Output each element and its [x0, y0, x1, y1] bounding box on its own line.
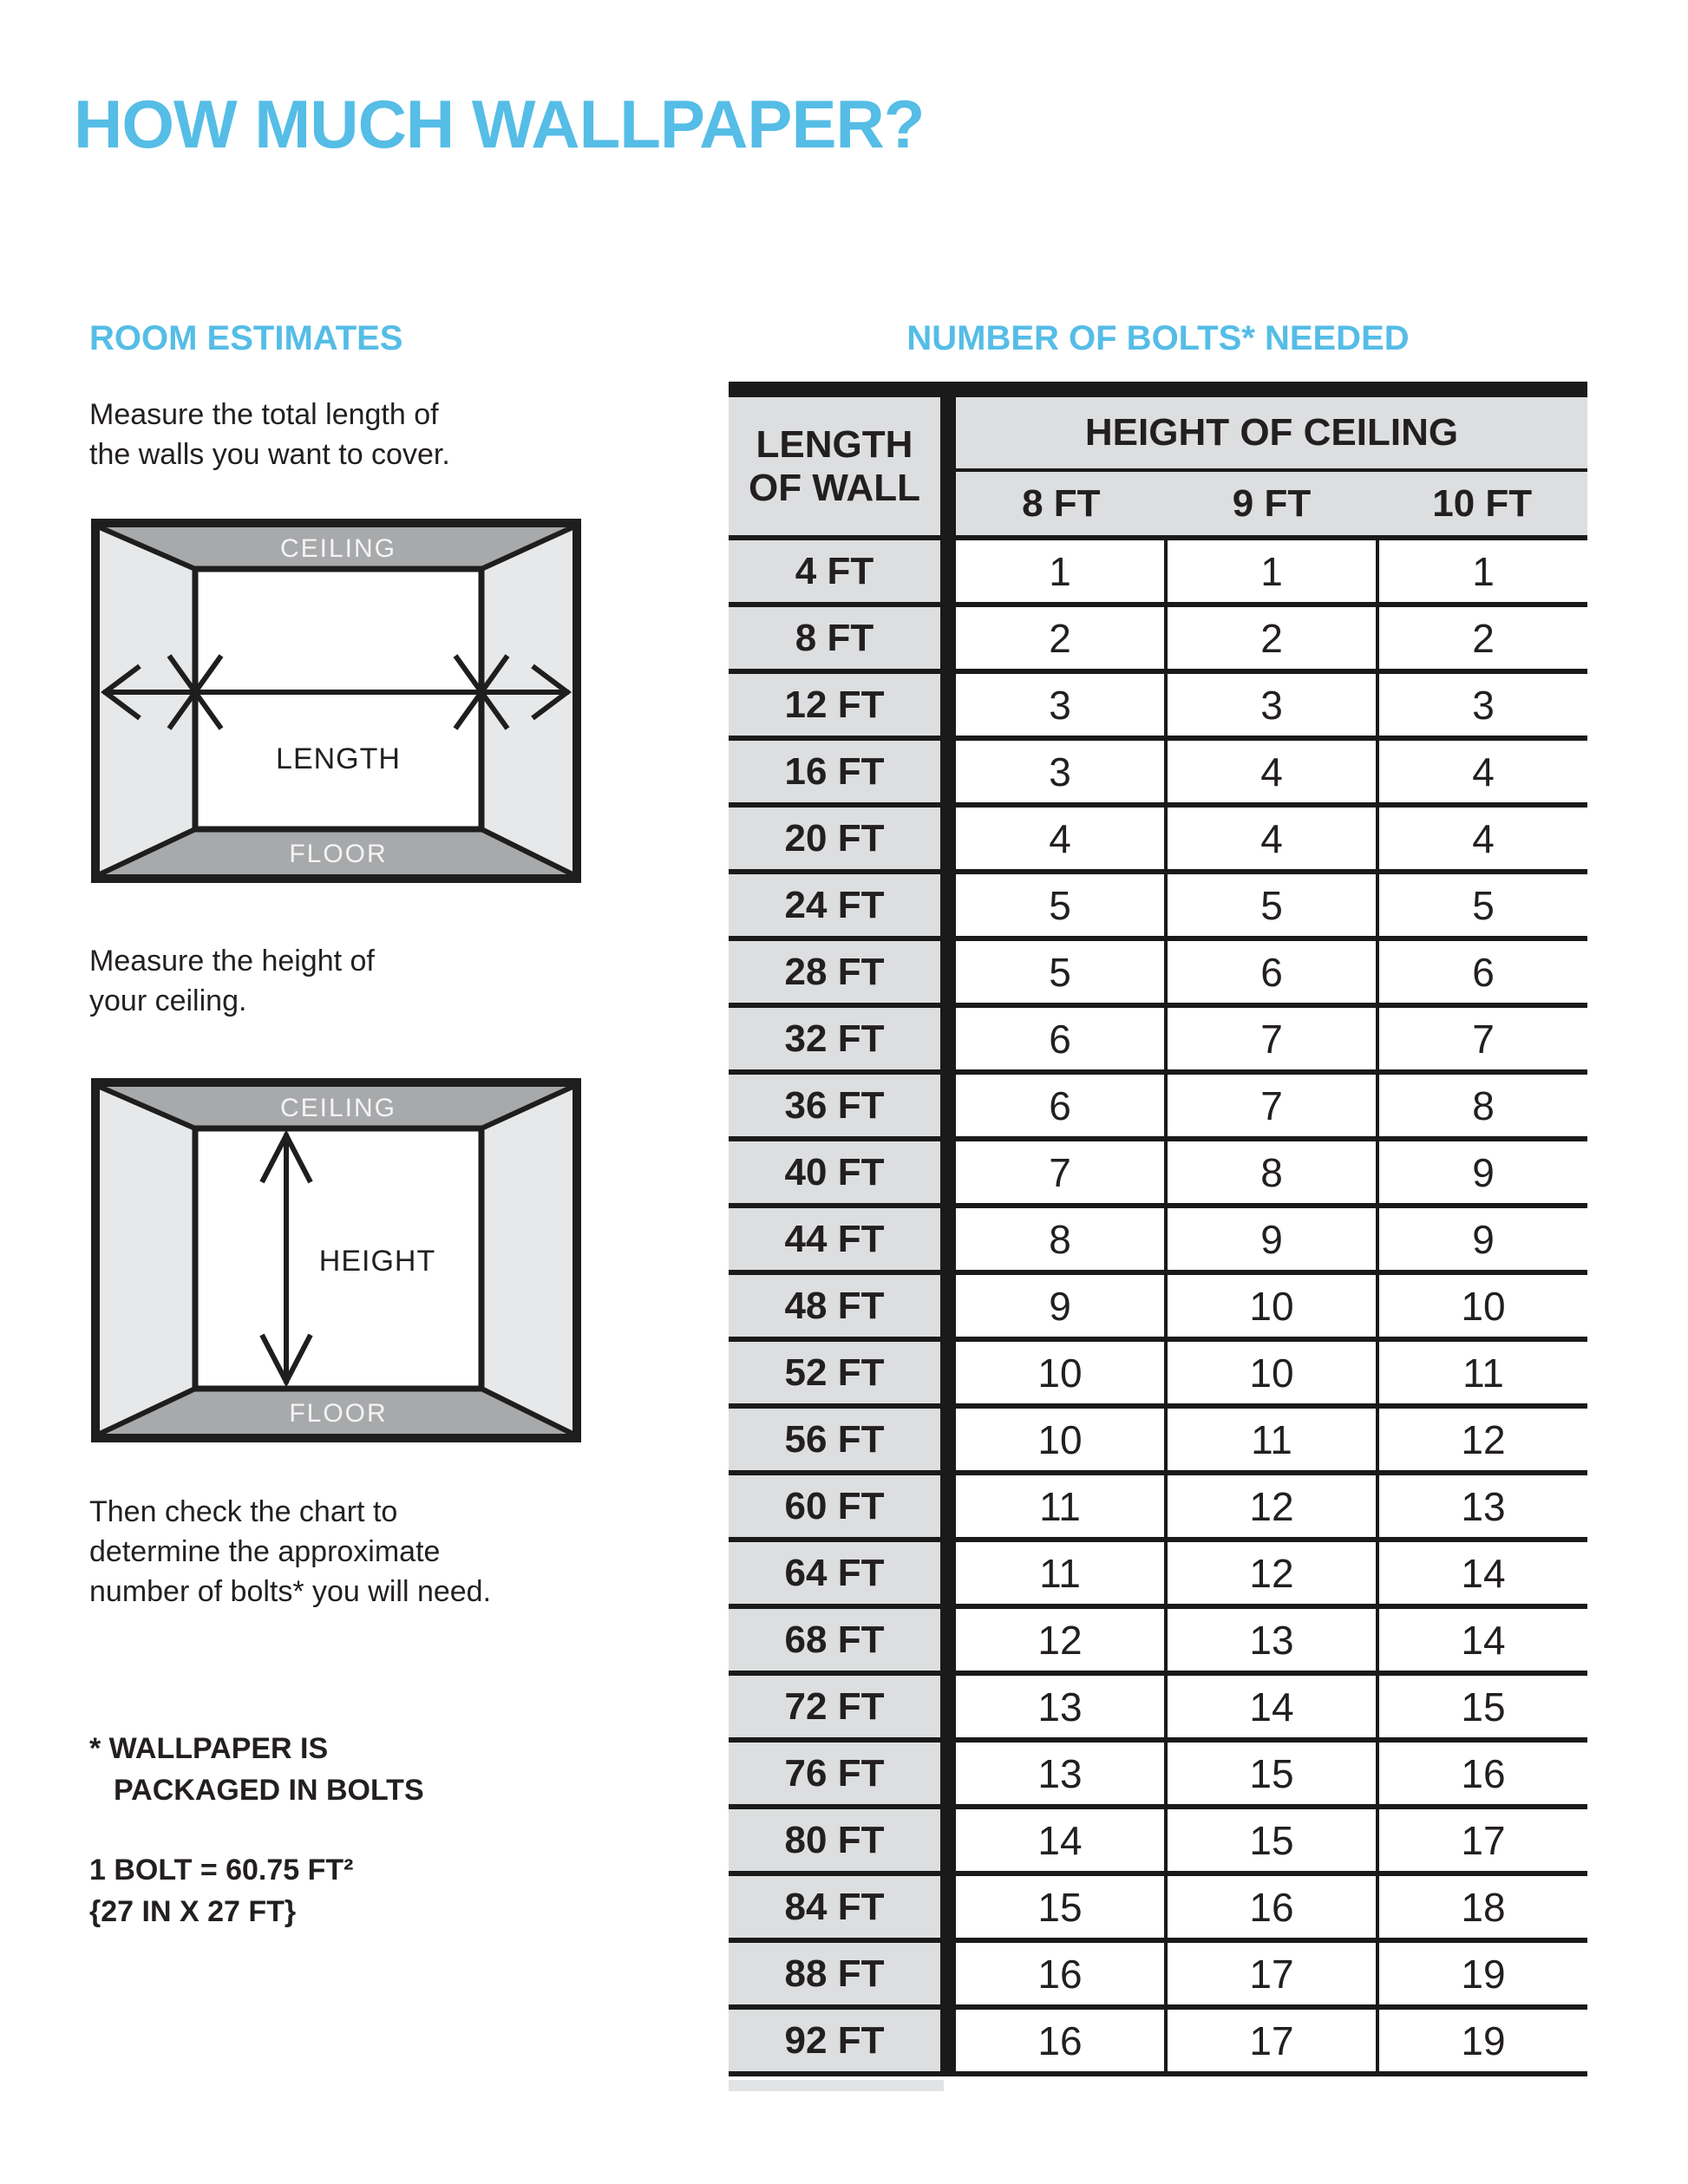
bolt-count-cell: 1 [1164, 540, 1376, 602]
bolt-count-cell: 6 [956, 1075, 1164, 1136]
table-row [729, 2010, 1587, 2076]
bolt-count-cell: 16 [1376, 1743, 1587, 1804]
bolt-count-cell: 5 [1376, 874, 1587, 936]
table-row [729, 1542, 1587, 1609]
bolt-count-cell: 7 [1164, 1008, 1376, 1069]
bolt-count-cell: 10 [1376, 1275, 1587, 1337]
wall-length-row-header: 32 FT [729, 1008, 940, 1069]
bolt-count-cell: 3 [956, 674, 1164, 736]
table-row [729, 1008, 1587, 1075]
instruction-step-3 [89, 1492, 491, 1612]
bolt-count-cell: 5 [956, 941, 1164, 1003]
bolt-count-cell: 3 [1164, 674, 1376, 736]
bolt-count-cell: 19 [1376, 2010, 1587, 2071]
instruction-line: Measure the total length of [89, 398, 439, 431]
bolt-count-cell: 6 [1376, 941, 1587, 1003]
bolt-count-cell: 1 [956, 540, 1164, 602]
corner-header-length-of-wall [729, 397, 940, 535]
wall-length-row-header: 20 FT [729, 808, 940, 869]
bolt-count-cell: 11 [1376, 1342, 1587, 1403]
bolt-count-cell: 17 [1376, 1809, 1587, 1871]
table-body [729, 540, 1587, 2076]
ceiling-height-columns [956, 472, 1587, 535]
height-of-ceiling-header: HEIGHT OF CEILING [956, 397, 1587, 472]
wall-length-row-header: 80 FT [729, 1809, 940, 1871]
bolt-count-cell: 11 [956, 1475, 1164, 1537]
table-row [729, 874, 1587, 941]
room-length-diagram [91, 519, 581, 883]
table-bottom-shadow [729, 2080, 944, 2091]
bolt-count-cell: 16 [1164, 1876, 1376, 1938]
bolt-count-cell: 16 [956, 1943, 1164, 2004]
bolt-count-cell: 7 [1376, 1008, 1587, 1069]
bolt-count-cell: 19 [1376, 1943, 1587, 2004]
bolt-count-cell: 3 [1376, 674, 1587, 736]
bolt-count-cell: 15 [1376, 1676, 1587, 1737]
bolt-count-cell: 14 [1164, 1676, 1376, 1737]
column-divider [940, 1475, 956, 1537]
column-divider [940, 2010, 956, 2071]
column-divider [940, 1008, 956, 1069]
wall-length-row-header: 60 FT [729, 1475, 940, 1537]
table-row [729, 1809, 1587, 1876]
bolt-count-cell: 13 [956, 1676, 1164, 1737]
bolt-count-cell: 17 [1164, 1943, 1376, 2004]
bolt-count-cell: 5 [956, 874, 1164, 936]
bolt-count-cell: 7 [1164, 1075, 1376, 1136]
bolt-count-cell: 16 [956, 2010, 1164, 2071]
table-row [729, 1876, 1587, 1943]
room-height-diagram [91, 1078, 581, 1442]
column-divider [940, 941, 956, 1003]
wall-length-row-header: 16 FT [729, 741, 940, 802]
bolt-count-cell: 2 [1376, 607, 1587, 669]
bolt-count-cell: 10 [956, 1342, 1164, 1403]
column-divider [940, 741, 956, 802]
table-top-bar [729, 382, 1587, 397]
instruction-line: your ceiling. [89, 984, 247, 1017]
wall-length-row-header: 84 FT [729, 1876, 940, 1938]
table-header [729, 397, 1587, 540]
wall-length-row-header: 4 FT [729, 540, 940, 602]
wall-length-row-header: 12 FT [729, 674, 940, 736]
page-title: HOW MUCH WALLPAPER? [74, 86, 925, 162]
column-header-10ft: 10 FT [1432, 481, 1533, 525]
column-divider [940, 1876, 956, 1938]
table-row [729, 1475, 1587, 1542]
bolt-count-cell: 5 [1164, 874, 1376, 936]
bolt-count-cell: 14 [1376, 1542, 1587, 1604]
instruction-line: Measure the height of [89, 945, 375, 978]
room-estimates-heading: ROOM ESTIMATES [89, 319, 403, 357]
instruction-line: number of bolts* you will need. [89, 1575, 492, 1608]
table-row [729, 1141, 1587, 1208]
wall-length-row-header: 40 FT [729, 1141, 940, 1203]
bolt-count-cell: 8 [1376, 1075, 1587, 1136]
bolt-count-cell: 1 [1376, 540, 1587, 602]
bolt-count-cell: 12 [1376, 1409, 1587, 1470]
column-divider [940, 397, 956, 535]
table-row [729, 941, 1587, 1008]
wall-length-row-header: 76 FT [729, 1743, 940, 1804]
table-row [729, 1208, 1587, 1275]
bolt-count-cell: 9 [1376, 1208, 1587, 1270]
wall-length-row-header: 44 FT [729, 1208, 940, 1270]
bolt-size-line: {27 IN X 27 FT} [89, 1895, 297, 1928]
instruction-line: the walls you want to cover. [89, 438, 450, 471]
instruction-step-1 [89, 395, 450, 474]
wall-length-row-header: 36 FT [729, 1075, 940, 1136]
ceiling-label: CEILING [279, 1094, 397, 1122]
bolts-footnote [89, 1728, 424, 1811]
bolt-count-cell: 10 [1164, 1275, 1376, 1337]
bolt-count-cell: 6 [956, 1008, 1164, 1069]
wall-length-row-header: 88 FT [729, 1943, 940, 2004]
bolt-count-cell: 4 [1164, 741, 1376, 802]
column-divider [940, 1208, 956, 1270]
wall-length-row-header: 48 FT [729, 1275, 940, 1337]
instruction-step-2 [89, 941, 375, 1021]
bolt-size-info [89, 1849, 354, 1932]
table-row [729, 674, 1587, 741]
ceiling-height-header-group [956, 397, 1587, 535]
column-divider [940, 1542, 956, 1604]
bolt-count-cell: 13 [1164, 1609, 1376, 1671]
table-row [729, 1275, 1587, 1342]
bolt-count-cell: 9 [1376, 1141, 1587, 1203]
table-row [729, 1609, 1587, 1676]
bolt-count-cell: 2 [956, 607, 1164, 669]
table-row [729, 1943, 1587, 2010]
bolt-count-cell: 15 [1164, 1743, 1376, 1804]
wall-length-row-header: 68 FT [729, 1609, 940, 1671]
back-wall [195, 569, 481, 829]
bolt-count-cell: 3 [956, 741, 1164, 802]
bolt-count-cell: 6 [1164, 941, 1376, 1003]
floor-label: FLOOR [289, 840, 388, 868]
table-row [729, 741, 1587, 808]
wall-length-row-header: 72 FT [729, 1676, 940, 1737]
bolt-count-cell: 10 [1164, 1342, 1376, 1403]
table-row [729, 808, 1587, 874]
column-divider [940, 1275, 956, 1337]
bolt-count-cell: 8 [1164, 1141, 1376, 1203]
ceiling-label: CEILING [279, 534, 397, 563]
column-divider [940, 808, 956, 869]
length-label: LENGTH [276, 742, 401, 775]
bolt-count-cell: 13 [1376, 1475, 1587, 1537]
bolt-size-line: 1 BOLT = 60.75 FT² [89, 1854, 354, 1886]
right-wall-surface [481, 1087, 572, 1434]
column-header-8ft: 8 FT [1022, 481, 1101, 525]
bolt-count-cell: 4 [956, 808, 1164, 869]
wall-length-row-header: 56 FT [729, 1409, 940, 1470]
column-divider [940, 1409, 956, 1470]
footnote-line: * WALLPAPER IS [89, 1732, 329, 1765]
wall-length-row-header: 64 FT [729, 1542, 940, 1604]
bolts-table-heading: NUMBER OF BOLTS* NEEDED [906, 319, 1410, 357]
column-divider [940, 1141, 956, 1203]
bolts-table [729, 382, 1587, 2076]
bolt-count-cell: 11 [1164, 1409, 1376, 1470]
footnote-line: PACKAGED IN BOLTS [114, 1774, 424, 1807]
corner-header-line: LENGTH [756, 422, 913, 466]
table-row [729, 1342, 1587, 1409]
column-header-9ft: 9 FT [1232, 481, 1312, 525]
column-divider [940, 1609, 956, 1671]
bolt-count-cell: 2 [1164, 607, 1376, 669]
bolt-count-cell: 12 [1164, 1475, 1376, 1537]
bolt-count-cell: 11 [956, 1542, 1164, 1604]
wall-length-row-header: 92 FT [729, 2010, 940, 2071]
bolt-count-cell: 12 [1164, 1542, 1376, 1604]
bolt-count-cell: 15 [1164, 1809, 1376, 1871]
bolt-count-cell: 7 [956, 1141, 1164, 1203]
column-divider [940, 1743, 956, 1804]
bolt-count-cell: 17 [1164, 2010, 1376, 2071]
bolt-count-cell: 13 [956, 1743, 1164, 1804]
wall-length-row-header: 28 FT [729, 941, 940, 1003]
wall-length-row-header: 8 FT [729, 607, 940, 669]
table-row [729, 1676, 1587, 1743]
table-row [729, 1743, 1587, 1809]
bolt-count-cell: 14 [956, 1809, 1164, 1871]
bolt-count-cell: 9 [1164, 1208, 1376, 1270]
table-row [729, 1409, 1587, 1475]
bolt-count-cell: 12 [956, 1609, 1164, 1671]
left-wall-surface [100, 1087, 195, 1434]
floor-label: FLOOR [289, 1399, 388, 1428]
instruction-line: determine the approximate [89, 1535, 441, 1568]
column-divider [940, 1342, 956, 1403]
bolt-count-cell: 8 [956, 1208, 1164, 1270]
column-divider [940, 874, 956, 936]
column-divider [940, 607, 956, 669]
bolt-count-cell: 9 [956, 1275, 1164, 1337]
height-label: HEIGHT [318, 1245, 436, 1278]
column-divider [940, 1676, 956, 1737]
wall-length-row-header: 52 FT [729, 1342, 940, 1403]
column-divider [940, 540, 956, 602]
bolt-count-cell: 14 [1376, 1609, 1587, 1671]
bolt-count-cell: 15 [956, 1876, 1164, 1938]
wall-length-row-header: 24 FT [729, 874, 940, 936]
bolt-count-cell: 4 [1164, 808, 1376, 869]
bolt-count-cell: 4 [1376, 808, 1587, 869]
column-divider [940, 674, 956, 736]
table-row [729, 1075, 1587, 1141]
bolt-count-cell: 4 [1376, 741, 1587, 802]
bolt-count-cell: 18 [1376, 1876, 1587, 1938]
table-row [729, 607, 1587, 674]
bolt-count-cell: 10 [956, 1409, 1164, 1470]
table-row [729, 540, 1587, 607]
instruction-line: Then check the chart to [89, 1495, 398, 1528]
column-divider [940, 1809, 956, 1871]
column-divider [940, 1943, 956, 2004]
corner-header-line: OF WALL [749, 466, 920, 509]
column-divider [940, 1075, 956, 1136]
